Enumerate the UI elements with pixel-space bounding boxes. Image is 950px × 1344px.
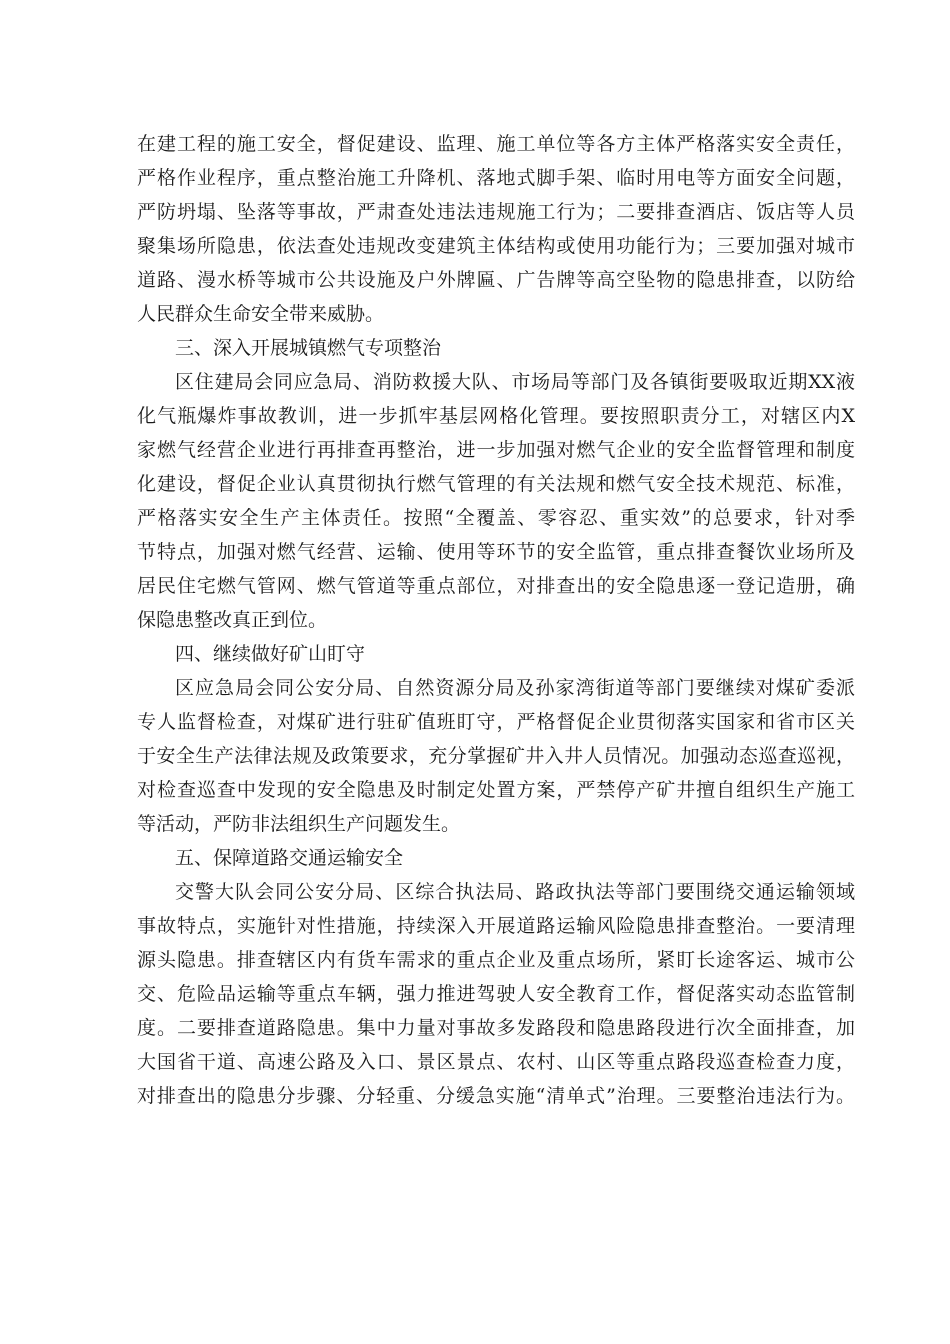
section-heading-traffic: 五、保障道路交通运输安全: [175, 847, 404, 869]
text-line: 家燃气经营企业进行再排查再整治，进一步加强对燃气企业的安全监督管理和制度: [137, 439, 855, 461]
text-line: 严格落实安全生产主体责任。按照“全覆盖、零容忍、重实效”的总要求，针对季: [137, 507, 855, 529]
text-line: 严防坍塌、坠落等事故，严肃查处违法违规施工行为；二要排查酒店、饭店等人员: [137, 201, 855, 223]
text-line: 交警大队会同公安分局、区综合执法局、路政执法等部门要围绕交通运输领域: [175, 881, 855, 903]
text-line: 事故特点，实施针对性措施，持续深入开展道路运输风险隐患排查整治。一要清理: [137, 915, 855, 937]
text-line: 严格作业程序，重点整治施工升降机、落地式脚手架、临时用电等方面安全问题，: [137, 167, 855, 189]
text-line: 道路、漫水桥等城市公共设施及户外牌匾、广告牌等高空坠物的隐患排查，以防给: [137, 269, 855, 291]
text-line: 在建工程的施工安全，督促建设、监理、施工单位等各方主体严格落实安全责任，: [137, 133, 855, 155]
paragraph-construction-safety: [137, 127, 855, 331]
text-line: 区应急局会同公安分局、自然资源分局及孙家湾街道等部门要继续对煤矿委派: [175, 677, 855, 699]
text-line: 人民群众生命安全带来威胁。: [137, 303, 385, 325]
text-line: 化气瓶爆炸事故教训，进一步抓牢基层网格化管理。要按照职责分工，对辖区内X: [137, 405, 855, 427]
text-line: 交、危险品运输等重点车辆，强力推进驾驶人安全教育工作，督促落实动态监管制: [137, 983, 855, 1005]
document-body: [137, 127, 855, 1113]
text-line: 于安全生产法律法规及政策要求，充分掌握矿井入井人员情况。加强动态巡查巡视，: [137, 745, 855, 767]
text-line: 节特点，加强对燃气经营、运输、使用等环节的安全监管，重点排查餐饮业场所及: [137, 541, 855, 563]
text-line: 等活动，严防非法组织生产问题发生。: [137, 813, 461, 835]
text-line: 专人监督检查，对煤矿进行驻矿值班盯守，严格督促企业贯彻落实国家和省市区关: [137, 711, 855, 733]
text-line: 化建设，督促企业认真贯彻执行燃气管理的有关法规和燃气安全技术规范、标准，: [137, 473, 855, 495]
text-line: 聚集场所隐患，依法查处违规改变建筑主体结构或使用功能行为；三要加强对城市: [137, 235, 855, 257]
text-line: 对排查出的隐患分步骤、分轻重、分缓急实施“清单式”治理。三要整治违法行为。: [137, 1085, 855, 1107]
paragraph-traffic-safety: [137, 875, 855, 1113]
text-line: 保隐患整改真正到位。: [137, 609, 328, 631]
text-line: 对检查巡查中发现的安全隐患及时制定处置方案，严禁停产矿井擅自组织生产施工: [137, 779, 855, 801]
paragraph-mine-watch: [137, 671, 855, 841]
paragraph-gas-rectification: [137, 365, 855, 637]
section-heading-mine: 四、继续做好矿山盯守: [175, 643, 366, 665]
text-line: 大国省干道、高速公路及入口、景区景点、农村、山区等重点路段巡查检查力度，: [137, 1051, 855, 1073]
text-line: 居民住宅燃气管网、燃气管道等重点部位，对排查出的安全隐患逐一登记造册，确: [137, 575, 855, 597]
text-line: 度。二要排查道路隐患。集中力量对事故多发路段和隐患路段进行次全面排查，加: [137, 1017, 855, 1039]
section-heading-gas: 三、深入开展城镇燃气专项整治: [175, 337, 442, 359]
text-line: 源头隐患。排查辖区内有货车需求的重点企业及重点场所，紧盯长途客运、城市公: [137, 949, 855, 971]
text-line: 区住建局会同应急局、消防救援大队、市场局等部门及各镇街要吸取近期XX液: [175, 371, 855, 393]
